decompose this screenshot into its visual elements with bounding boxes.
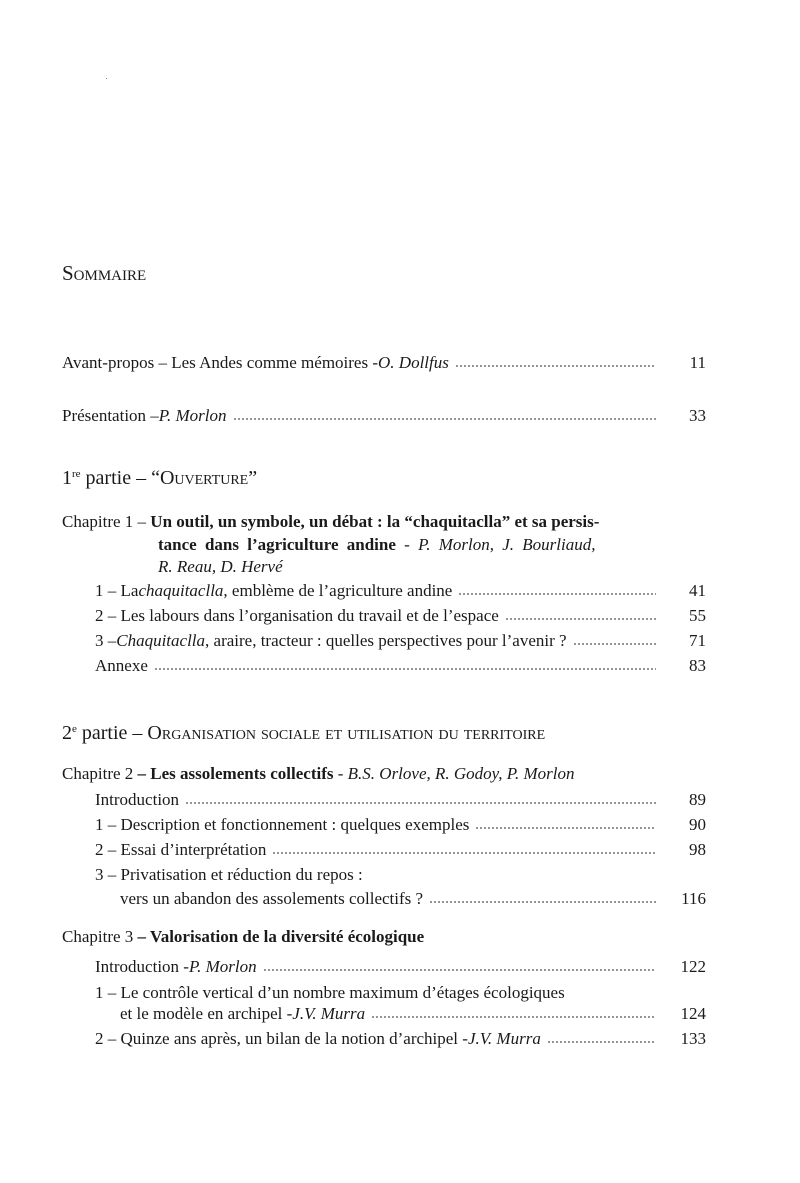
dot-leader: [475, 826, 656, 830]
toc-entry[interactable]: [95, 655, 706, 677]
dot-leader: [272, 851, 656, 855]
entry-label: Avant-propos – Les Andes comme mémoires -: [62, 353, 379, 372]
part-name: Organisation sociale et utilisation du territoire: [147, 722, 546, 744]
part-label: partie – “: [80, 467, 160, 489]
entry-author: P. Morlon: [188, 957, 257, 976]
dot-leader: [185, 801, 656, 805]
entry-label: 1 – Description et fonctionnement : quelques exemples: [95, 815, 470, 834]
part-label: partie –: [76, 722, 148, 744]
chapter-1-authors-cont: [158, 556, 283, 578]
dot-leader: [455, 364, 656, 368]
chapter-3-heading: [62, 926, 424, 948]
chapter-title: Un outil, un symbole, un débat : la “chaquitaclla” et sa persis-: [150, 512, 600, 531]
chapter-1-heading-cont: [158, 534, 596, 556]
entry-label: vers un abandon des assolements collectifs ?: [120, 889, 424, 908]
chapter-authors: P. Morlon, J. Bourliaud,: [418, 535, 596, 554]
chapter-authors: R. Reau, D. Hervé: [158, 557, 283, 576]
part-name: Ouverture: [159, 467, 249, 489]
toc-entry[interactable]: [95, 1028, 706, 1050]
dot-leader: [154, 667, 656, 671]
toc-entry[interactable]: [95, 814, 706, 836]
entry-label: 2 – Quinze ans après, un bilan de la notion d’archipel -: [95, 1029, 468, 1048]
entry-label: 2 – Essai d’interprétation: [95, 840, 267, 859]
chapter-title: – Les assolements collectifs: [137, 764, 334, 783]
toc-entry[interactable]: [95, 956, 706, 978]
page-title: Sommaire: [62, 261, 147, 285]
chapter-title: – Valorisation de la diversité écologique: [137, 927, 425, 946]
toc-entry[interactable]: [95, 630, 706, 652]
toc-entry[interactable]: [95, 605, 706, 627]
toc-entry-line1: [95, 864, 363, 886]
page-number: 11: [689, 353, 706, 372]
page-number: 89: [689, 790, 706, 809]
entry-label: Introduction -: [95, 957, 189, 976]
page-number: 116: [681, 889, 706, 908]
chapter-1-heading: [62, 511, 599, 533]
entry-label: et le modèle en archipel -: [120, 1004, 293, 1023]
entry-label: , emblème de l’agriculture andine: [223, 581, 453, 600]
page-number: 133: [680, 1029, 706, 1048]
page-number: 71: [689, 631, 706, 650]
toc-entry-presentation[interactable]: [62, 405, 706, 427]
toc-entry[interactable]: [95, 789, 706, 811]
chapter-prefix: Chapitre 2: [62, 764, 138, 783]
entry-label: Annexe: [95, 656, 148, 675]
separator: -: [395, 535, 419, 554]
page-number: 124: [680, 1004, 706, 1023]
entry-label: 1 – La: [95, 581, 139, 600]
entry-label-italic: Chaquitaclla: [116, 631, 206, 650]
page-number: 33: [689, 406, 706, 425]
entry-author: J.V. Murra: [467, 1029, 541, 1048]
toc-entry-line1: [95, 982, 565, 1004]
separator: -: [333, 764, 348, 783]
part-number: 1: [62, 467, 72, 489]
entry-author: P. Morlon: [158, 406, 227, 425]
chapter-title: tance dans l’agriculture andine: [158, 535, 396, 554]
part-2-heading: [62, 718, 545, 744]
entry-label: Introduction: [95, 790, 180, 809]
entry-label: 3 – Privatisation et réduction du repos :: [95, 865, 363, 884]
chapter-prefix: Chapitre 1 –: [62, 512, 151, 531]
page-number: 41: [689, 581, 706, 600]
entry-label: 3 –: [95, 631, 117, 650]
dot-leader: [429, 900, 656, 904]
page-number: 83: [689, 656, 706, 675]
dot-leader: [233, 417, 657, 421]
part-number: 2: [62, 722, 72, 744]
dot-leader: [573, 642, 656, 646]
toc-entry[interactable]: [120, 1003, 706, 1025]
page-number: 98: [689, 840, 706, 859]
dot-leader: [547, 1040, 656, 1044]
toc-entry[interactable]: [120, 888, 706, 910]
page-number: 122: [680, 957, 706, 976]
entry-label: Présentation –: [62, 406, 159, 425]
dot-leader: [458, 592, 656, 596]
entry-label: 1 – Le contrôle vertical d’un nombre maximum d’étages écologiques: [95, 983, 565, 1002]
entry-author: J.V. Murra: [292, 1004, 366, 1023]
part-1-heading: [62, 463, 257, 489]
chapter-2-heading: [62, 763, 574, 785]
dot-leader: [505, 617, 656, 621]
part-ordinal: re: [72, 468, 81, 480]
part-quote: ”: [248, 467, 258, 489]
chapter-authors: B.S. Orlove, R. Godoy, P. Morlon: [347, 764, 575, 783]
entry-label: , araire, tracteur : quelles perspectives pour l’avenir ?: [205, 631, 567, 650]
entry-author: O. Dollfus: [378, 353, 449, 372]
toc-entry[interactable]: [95, 580, 706, 602]
toc-entry[interactable]: [95, 839, 706, 861]
dot-leader: [263, 968, 656, 972]
page-number: 55: [689, 606, 706, 625]
entry-label-italic: chaquitaclla: [138, 581, 224, 600]
dot-leader: [371, 1015, 656, 1019]
chapter-prefix: Chapitre 3: [62, 927, 138, 946]
scan-speck: [106, 78, 107, 79]
toc-entry-avant-propos[interactable]: [62, 352, 706, 374]
part-ordinal: e: [72, 723, 77, 735]
page-number: 90: [689, 815, 706, 834]
entry-label: 2 – Les labours dans l’organisation du travail et de l’espace: [95, 606, 499, 625]
